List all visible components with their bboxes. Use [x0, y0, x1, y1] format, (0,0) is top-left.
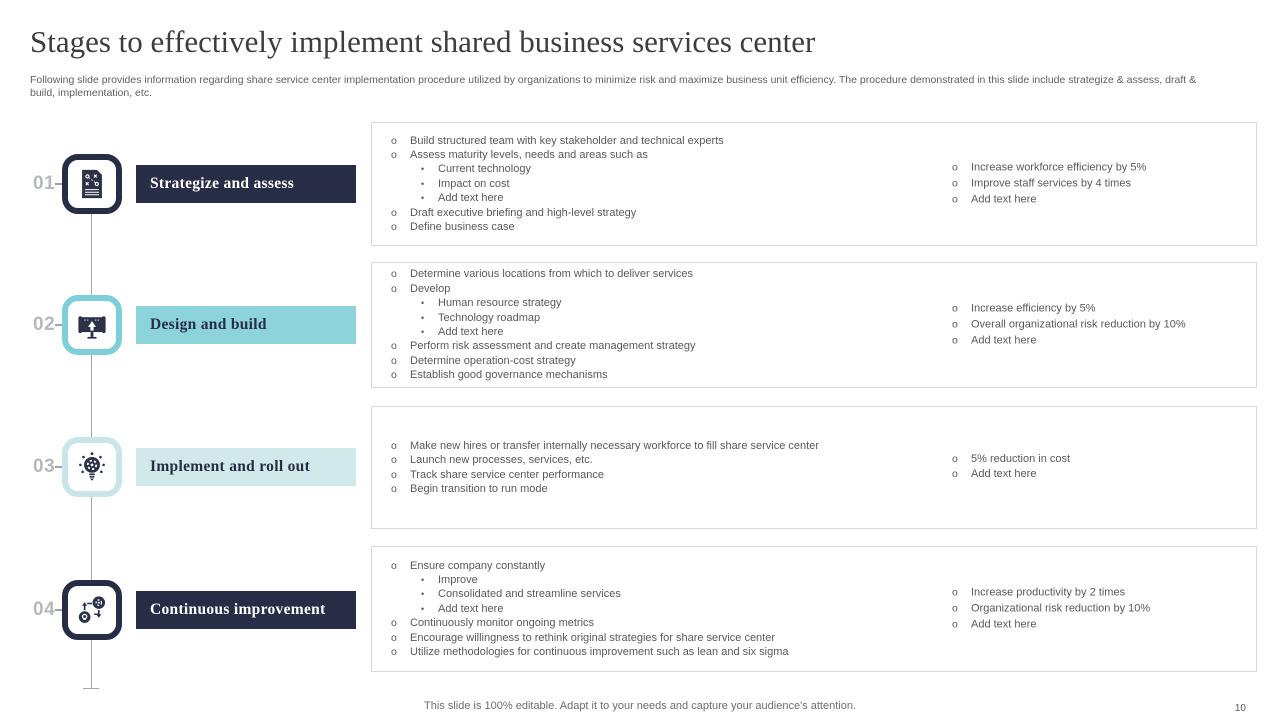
sub-bullet-item-text: Add text here: [438, 326, 504, 338]
timeline-end-tick: [83, 688, 99, 689]
sub-bullet-item: [421, 573, 936, 587]
innovation-bulb-icon: [75, 450, 109, 484]
metric-item-text: Add text here: [971, 333, 1037, 346]
bullet-marker: o: [952, 161, 958, 174]
metric-item-text: Overall organizational risk reduction by 10%: [971, 318, 1186, 331]
bullet-marker: •: [421, 178, 425, 189]
bullet-marker: o: [391, 559, 397, 572]
stage-content-box: [371, 406, 1257, 529]
bullet-marker: o: [952, 192, 958, 205]
stage-label-bar: [136, 306, 356, 344]
bullet-item-text: Make new hires or transfer internally necessary workforce to fill share service center: [410, 439, 819, 452]
stage-number: 04: [33, 599, 56, 620]
bullet-marker: •: [421, 312, 425, 323]
metric-item: [952, 452, 1252, 468]
metric-item-text: Increase workforce efficiency by 5%: [971, 161, 1147, 174]
bullet-marker: •: [421, 298, 425, 309]
bullet-marker: •: [421, 327, 425, 337]
bullet-marker: o: [391, 282, 397, 295]
bullet-item: [391, 267, 936, 281]
bullet-item-text: Draft executive briefing and high-level strategy: [410, 206, 637, 219]
metric-item-text: Add text here: [971, 617, 1037, 630]
bullet-item: [391, 148, 936, 162]
bullet-marker: o: [391, 454, 397, 467]
stage-number: 02: [33, 314, 56, 335]
stage-metrics-list: [952, 452, 1252, 484]
stage-points-list: [391, 559, 936, 660]
blueprint-design-icon: [75, 308, 109, 342]
bullet-item-text: Assess maturity levels, needs and areas such as: [410, 148, 648, 161]
bullet-item-text: Determine various locations from which to deliver services: [410, 268, 694, 281]
bullet-item: [391, 559, 936, 573]
bullet-marker: o: [391, 340, 397, 353]
bullet-marker: o: [952, 586, 958, 599]
bullet-item: [391, 354, 936, 368]
metric-item: [952, 333, 1252, 349]
bullet-marker: •: [421, 589, 425, 600]
bullet-marker: o: [952, 468, 958, 481]
bullet-marker: o: [391, 617, 397, 630]
bullet-marker: o: [391, 134, 397, 147]
stage-metrics-list: [952, 160, 1252, 207]
stage-label: Continuous improvement: [150, 601, 326, 618]
metric-item-text: Organizational risk reduction by 10%: [971, 602, 1151, 615]
bullet-item: [391, 439, 936, 453]
metric-item: [952, 176, 1252, 192]
bullet-marker: o: [952, 318, 958, 331]
bullet-marker: o: [391, 482, 397, 495]
bullet-marker: o: [952, 333, 958, 346]
metric-item: [952, 617, 1252, 633]
metric-item-text: Improve staff services by 4 times: [971, 177, 1131, 190]
sub-bullet-item-text: Add text here: [438, 602, 504, 615]
stage-metrics-list: [952, 301, 1252, 348]
bullet-item: [391, 631, 936, 645]
bullet-marker: o: [952, 617, 958, 630]
bullet-marker: o: [391, 369, 397, 382]
stage-metrics-list: [952, 585, 1252, 632]
bullet-marker: •: [421, 164, 425, 175]
sub-bullet-item-text: Technology roadmap: [438, 311, 541, 324]
bullet-item-text: Encourage willingness to rethink original strategies for share service center: [410, 631, 776, 644]
metric-item-text: 5% reduction in cost: [971, 452, 1071, 465]
bullet-marker: o: [391, 631, 397, 644]
sub-bullet-item-text: Consolidated and streamline services: [438, 588, 621, 601]
bullet-marker: o: [391, 646, 397, 659]
stage-content-box: [371, 122, 1257, 246]
bullet-marker: •: [421, 574, 425, 585]
bullet-item: [391, 482, 936, 496]
bullet-item-text: Track share service center performance: [410, 468, 604, 481]
metric-item-text: Add text here: [971, 192, 1037, 205]
stage-label-bar: [136, 448, 356, 486]
bullet-item-text: Develop: [410, 282, 451, 295]
bullet-item: [391, 468, 936, 482]
metric-item-text: Increase efficiency by 5%: [971, 302, 1096, 315]
metric-item: [952, 468, 1252, 484]
bullet-marker: o: [391, 148, 397, 161]
bullet-marker: o: [391, 439, 397, 452]
metric-item: [952, 160, 1252, 176]
bullet-marker: o: [391, 354, 397, 367]
stage-points-list: [391, 267, 936, 382]
sub-bullet-item: [421, 325, 936, 339]
bullet-item-text: Ensure company constantly: [410, 559, 546, 572]
sub-bullet-item: [421, 191, 936, 205]
metric-item: [952, 301, 1252, 317]
metric-item: [952, 585, 1252, 601]
bullet-item: [391, 368, 936, 382]
bullet-item-text: Define business case: [410, 221, 515, 234]
page-title: Stages to effectively implement shared business services center: [30, 24, 816, 59]
footer-note: This slide is 100% editable. Adapt it to your needs and capture your audience's attention.: [424, 700, 856, 712]
stage-label: Implement and roll out: [150, 458, 311, 475]
improvement-cycle-icon: [75, 593, 109, 627]
bullet-marker: o: [952, 602, 958, 615]
stage-icon-box: [62, 437, 122, 497]
strategy-plan-icon: [75, 167, 109, 201]
sub-bullet-item: [421, 177, 936, 191]
bullet-marker: •: [421, 193, 425, 204]
bullet-marker: •: [421, 603, 425, 614]
stage-number: 01: [33, 173, 56, 194]
metric-item: [952, 601, 1252, 617]
bullet-marker: o: [952, 177, 958, 190]
sub-bullet-item-text: Add text here: [438, 192, 504, 205]
bullet-item-text: Begin transition to run mode: [410, 482, 548, 495]
bullet-marker: o: [391, 468, 397, 481]
bullet-item-text: Utilize methodologies for continuous improvement such as lean and six sigma: [410, 646, 789, 659]
bullet-marker: o: [391, 221, 397, 234]
page-number: 10: [1234, 703, 1246, 714]
stage-label: Strategize and assess: [150, 175, 295, 192]
bullet-item: [391, 453, 936, 467]
bullet-item: [391, 282, 936, 296]
metric-item-text: Increase productivity by 2 times: [971, 586, 1126, 599]
stage-label: Design and build: [150, 316, 267, 333]
bullet-marker: o: [952, 452, 958, 465]
bullet-marker: o: [391, 206, 397, 219]
bullet-marker: o: [391, 268, 397, 281]
metric-item: [952, 192, 1252, 208]
stage-label-bar: [136, 165, 356, 203]
bullet-item: [391, 220, 936, 234]
sub-bullet-item: [421, 311, 936, 325]
stage-icon-box: [62, 154, 122, 214]
stage-content-box: [371, 546, 1257, 672]
sub-bullet-item: [421, 162, 936, 176]
sub-bullet-item-text: Improve: [438, 573, 478, 586]
bullet-item: [391, 206, 936, 220]
sub-bullet-item: [421, 602, 936, 616]
bullet-item-text: Build structured team with key stakeholder and technical experts: [410, 134, 724, 147]
bullet-item-text: Perform risk assessment and create management strategy: [410, 340, 696, 353]
stage-number: 03: [33, 456, 56, 477]
sub-bullet-item: [421, 587, 936, 601]
bullet-item-text: Continuously monitor ongoing metrics: [410, 617, 595, 630]
sub-bullet-item-text: Impact on cost: [438, 177, 510, 190]
sub-bullet-item-text: Human resource strategy: [438, 297, 562, 310]
bullet-item-text: Establish good governance mechanisms: [410, 369, 608, 382]
stage-content-box: [371, 262, 1257, 388]
stage-icon-box: [62, 580, 122, 640]
stage-icon-box: [62, 295, 122, 355]
stage-points-list: [391, 134, 936, 235]
metric-item: [952, 317, 1252, 333]
bullet-item: [391, 616, 936, 630]
stage-label-bar: [136, 591, 356, 629]
slide-subtitle: Following slide provides information regarding share service center implementation procedure utilized by organizations to minimize risk and maximize business unit efficiency. The procedure demonstrated in this slide include strategize & assess, draft & build, implementation, etc.: [30, 74, 1197, 99]
metric-item-text: Add text here: [971, 468, 1037, 481]
bullet-item: [391, 339, 936, 353]
bullet-item-text: Launch new processes, services, etc.: [410, 454, 593, 467]
bullet-item: [391, 645, 936, 659]
stage-points-list: [391, 439, 936, 497]
bullet-item-text: Determine operation-cost strategy: [410, 354, 576, 367]
bullet-item: [391, 134, 936, 148]
bullet-marker: o: [952, 302, 958, 315]
sub-bullet-item-text: Current technology: [438, 163, 531, 176]
sub-bullet-item: [421, 296, 936, 310]
